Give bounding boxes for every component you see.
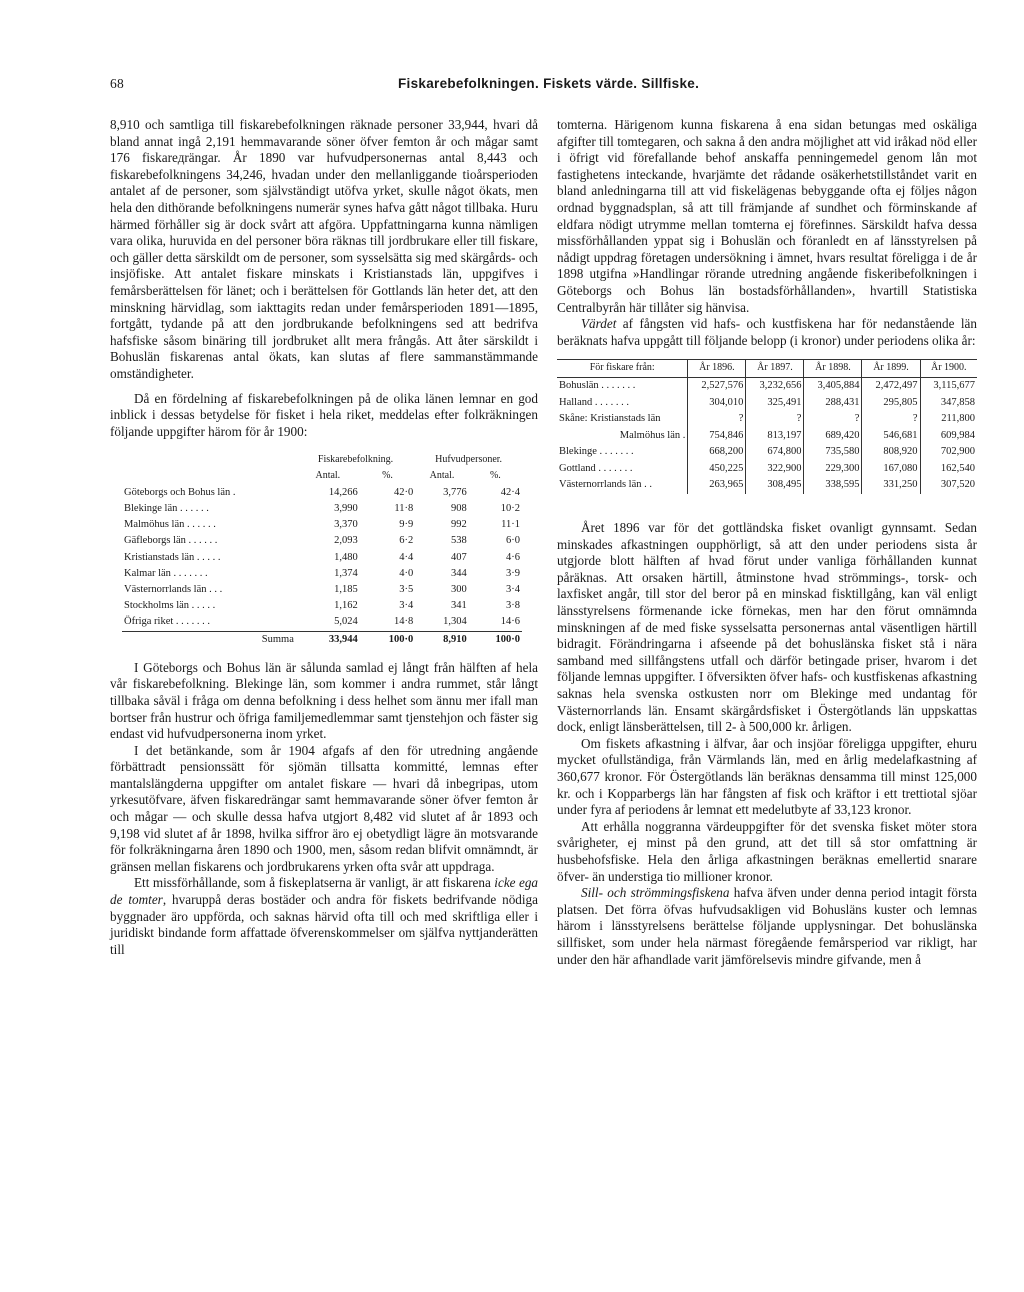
cell: 3,405,884 [804, 377, 862, 394]
text-run: af fångsten vid hafs- och kustfiskena har för nedanstående län beräknats hafva uppgått till följande belopp (i kronor) under periodens olika år: [557, 316, 977, 348]
cell: 2,093 [334, 535, 358, 547]
cell: 211,800 [920, 411, 977, 428]
row-label: Kalmar län . . . . . . . [124, 567, 208, 579]
left-column [110, 117, 538, 958]
cell: 11·1 [501, 519, 520, 531]
row-label: Kristianstads län . . . . . [124, 551, 221, 563]
row-label: Skåne: Kristianstads län [559, 413, 661, 425]
cell: 1,374 [334, 567, 358, 579]
right-column [557, 117, 977, 968]
paragraph: Att erhålla noggranna värdeuppgifter för det svenska fisket möter stora svårigheter, ej minst på den grund, att det till så stor omfattning är husbehofsfiske. Hela den årliga afkastningen beräknas emellertid snarare öfver- än understiga tio millioner kronor. [557, 818, 977, 884]
cell: 304,010 [688, 395, 746, 412]
paragraph: Om fiskets afkastning i älfvar, åar och insjöar föreligga uppgifter, ehuru mycket ofullständiga, från Värmlands län, med en årlig medelafkastning af 360,677 kronor. För Östergötlands län beräknas densamma till minst 125,000 kr. och i Kopparbergs län har fångsten af fisk och kräftor i ett trettiotal sjöar under fyra af periodens år lemnat ett medelutbyte af 33,123 kronor. [557, 735, 977, 818]
cell: 263,965 [688, 477, 746, 494]
paragraph: tomterna. Härigenom kunna fiskarena å ena sidan betungas med oskäliga afgifter till tomtegaren, och sakna å den andra möjlighet att vid iråkad nöd eller i öfrigt vid förefallande behof anskaffa penningemedel genom lån mot fastighetens inteckande, hvarjämte det rådande osäkerhetstillståndet varit en bland anledningarna till att vid fiskelägenas bebyggande ofta ej följes någon ordnad byggnadsplan, så att till främjande af sundhet och förminskande af eldfara nödigt utrymme mellan tomterna ej förefinnes. Särskildt hafva dessa missförhållanden yppat sig i Bohuslän och föranledt en af länsstyrelsen på nådigt uppdrag företagen undersökning i ämnet, hvars resultat föreligga i de år 1898 utgifna »Handlingar rörande utredning angående fiskeribefolkningen i Göteborgs och Bohus län bostadsförhållanden», hvartill Statistiska Centralbyrån här tillåter sig hänvisa. [557, 117, 977, 315]
text-run: , hvaruppå deras bostäder och andra för fiskets bedrifvande nödiga byggnader äro uppförda, och saknas härvid ofta till och med skriftliga eller i juridiskt bindande form affattade öfverenskommelser om själfva nyttjanderätten till [110, 892, 538, 957]
table-row [557, 395, 977, 412]
cell: 674,800 [746, 444, 804, 461]
text-run: hafva äfven under denna period intagit första platsen. Det förra öfvas hufvudsakligen vid Bohusläns kuster och lemnas härom i länsstyrelsens berättelse följande upplysningar. Det bohuslänska sillfisket, som under hela närmast föregående femårsperiod var rikligt, har under den här afhandlade varit jämförelsevis mindre gifvande, men å [557, 885, 977, 967]
row-label: Västernorrlands län . . [559, 479, 653, 491]
cell: 14,266 [328, 486, 358, 498]
row-label: Västernorrlands län . . . [124, 583, 223, 595]
cell: 450,225 [688, 461, 746, 478]
cell: 4·4 [399, 551, 414, 563]
cell: 331,250 [862, 477, 920, 494]
cell: 689,420 [804, 428, 862, 445]
cell: 808,920 [862, 444, 920, 461]
table-row [557, 377, 977, 394]
col-header: År 1896. [688, 360, 746, 378]
col-header-antal: Antal. [429, 470, 455, 482]
cell: 1,304 [443, 616, 467, 628]
row-label: Malmöhus län . [619, 429, 686, 441]
cell: 167,080 [862, 461, 920, 478]
row-label: Bohuslän . . . . . . . [559, 379, 636, 391]
table-row [122, 517, 522, 533]
emphasis: icke ega de tomter [110, 875, 539, 908]
col-header: För fiskare från: [557, 360, 688, 378]
cell: ? [746, 411, 804, 428]
cell: 10·2 [500, 502, 520, 514]
page-number: 68 [110, 76, 125, 91]
cell: 9·9 [399, 519, 414, 531]
cell: 3,115,677 [920, 377, 977, 394]
cell: 407 [451, 551, 467, 563]
cell: 4·0 [399, 567, 414, 579]
col-header: År 1897. [746, 360, 804, 378]
cell: ? [862, 411, 920, 428]
table-row [557, 477, 977, 494]
cell: 288,431 [804, 395, 862, 412]
table-row [557, 411, 977, 428]
cell: 992 [451, 519, 467, 531]
cell: 6·0 [506, 535, 520, 547]
cell: 100·0 [469, 631, 522, 648]
cell: 14·6 [500, 616, 520, 628]
running-title: Fiskarebefolkningen. Fiskets värde. Sillfiske. [398, 76, 700, 91]
paragraph: I Göteborgs och Bohus län är sålunda samlad ej långt från hälften af hela vår fiskarebefolkning. Blekinge län, som kommer i andra rummet, står långt tillbaka såväl i fråga om denna befolkning i dess helhet som ännu mer ifall man bortser från hustrur och öfriga familjemedlemmar samt tjenstehjon och fäster sig endast vid hufvudpersonerna inom yrket. [110, 659, 538, 742]
col-header-antal: Antal. [315, 470, 341, 482]
cell: 308,495 [746, 477, 804, 494]
cell: 100·0 [360, 631, 415, 648]
cell: 295,805 [862, 395, 920, 412]
cell: 42·0 [393, 486, 414, 498]
col-header: År 1900. [920, 360, 977, 378]
cell: 3·5 [399, 583, 414, 595]
cell: 1,162 [334, 600, 358, 612]
cell: 341 [451, 600, 467, 612]
table-row [557, 428, 977, 445]
cell: 4·6 [506, 551, 520, 563]
cell: 11·8 [394, 502, 414, 514]
sum-label: Summa [122, 631, 296, 648]
cell: 6·2 [399, 535, 414, 547]
cell: 2,527,576 [688, 377, 746, 394]
paragraph: Då en fördelning af fiskarebefolkningen på de olika länen lemnar en god inblick i dessas betydelse för fisket i hela riket, meddelas efter folkräkningen följande uppgifter härom för år 1900: [110, 390, 538, 439]
cell: 322,900 [746, 461, 804, 478]
row-label: Gäfleborgs län . . . . . . [124, 535, 218, 547]
cell: 1,185 [334, 583, 358, 595]
paragraph [557, 885, 977, 968]
cell: 3,370 [334, 519, 358, 531]
cell: 3·4 [506, 583, 520, 595]
sum-row [122, 631, 522, 648]
row-label: Göteborgs och Bohus län . [124, 486, 236, 498]
table-row [122, 550, 522, 566]
paragraph [557, 316, 977, 349]
table-row [122, 533, 522, 549]
row-label: Blekinge län . . . . . . [124, 502, 209, 514]
cell: 3·4 [399, 600, 414, 612]
cell: 3,990 [334, 502, 358, 514]
cell: 162,540 [920, 461, 977, 478]
cell: 5,024 [334, 616, 358, 628]
row-label: Malmöhus län . . . . . . [124, 519, 216, 531]
cell: 347,858 [920, 395, 977, 412]
table-row [122, 614, 522, 631]
cell: 668,200 [688, 444, 746, 461]
cell: 702,900 [920, 444, 977, 461]
paragraph: 8,910 och samtliga till fiskarebefolkningen räknade personer 33,944, hvari då bland annat ingå 2,191 hemmavarande söner öfver femton år och mågar samt 176 fiskarедrängar. År 1890 var hufvudpersonernas antal 8,443 och fiskarebefolkningens 34,246, hvadan under den mellanliggande tioårsperioden antalet af de personer, som självständigt utöfva yrket, skulle något ökats, men hela den dithörande befolkningens numerär synes hafva gått något tillbaka. Huru härmed förhåller sig är dock svårt att afgöra. Uppfattningarna kunna nämligen vara olika, huruvida en del personer böra räknas till jordbrukare eller till fiskare, och gäller detta särskildt om de personer, som sysselsätta sig med skärgårds- och insjöfiske. Att antalet fiskare minskats i Kristianstads län, uppgifves i femårsberättelsen för länet; och i berättelsen för Gottlands län heter det, att den minskning härvidlag, som iakttagits redan under femårsperioden 1891—1895, fortgått, tydande på att den jordbrukande befolkningens sed att bedrifva hafsfiske såsom binäring till jordbruket allt mera frångås. Att åter särskildt i Bohuslän fiskarenas antal ökats, kan slutas af flere sammanstämmande omständigheter. [110, 117, 538, 381]
row-label: Gottland . . . . . . . [559, 462, 633, 474]
table-row [122, 566, 522, 582]
cell: 538 [451, 535, 467, 547]
paragraph: Året 1896 var för det gottländska fisket ovanligt gynnsamt. Sedan minskades afkastningen oupphörligt, så att den under periodens sista år utgjorde blott hälften af hvad förut under vanliga förhållanden kunnat påräknas. Att orsaken härtill, åtminstone hvad strömmings-, torsk- och laxfisket angår, till stor del beror på en minskad fisktillgång, kan väl enligt länsstyrelsens förmenande icke förnekas, men har den förut omnämnda minskningen af de med fiske sysselsatta personernas antal väsentligen härtill bidragit. Förändringarna i afseende på det bohuslänska fisket stå i nära samband med sillfångstens utfall och därför betingade priser, hvarom i det följande lemnas uppgifter. I öfversikten öfver hafs- och kustfiskenas afkastning saknas hela svenska ostkusten norr om Blekinge med undantag för Västernorrlands län. Ensamt skärgårdsfisket i Östergötlands län uppskattas dock, enligt länsberättelsen, till 2- à 500,000 kr. årligen. [557, 520, 977, 735]
table-row [122, 598, 522, 614]
cell: 8,910 [415, 631, 469, 648]
col-header-pct: %. [489, 470, 501, 482]
paragraph: I det betänkande, som år 1904 afgafs af den för utredning angående förbättradt pensionssätt för sjömän tillsatta kommitté, lemnas efter mantalslängderna uppgifter om antalet fiskare — hvari då inbegripas, utom yrkesutöfvare, äfven fiskaredrängar samt hemmavarande söner öfver femton år och mågar — och skulle dessa hafva utgjort 8,482 vid slutet af år 1893 och 9,198 vid slutet af år 1898, hvilka siffror äro ej obetydligt lägre än motsvarande för folkräkningarna åren 1890 och 1900, men, såsom redan blifvit omnämndt, är gränsen mellan fiskarens och jordbrukarens yrken ofta svår att uppdraga. [110, 742, 538, 874]
cell: 300 [451, 583, 467, 595]
row-label: Blekinge . . . . . . . [559, 446, 634, 458]
cell: ? [804, 411, 862, 428]
table-row [557, 444, 977, 461]
paragraph [110, 875, 538, 958]
group-header-hufvudpersoner: Hufvudpersoner. [435, 454, 503, 466]
row-label: Halland . . . . . . . [559, 396, 629, 408]
emphasis: Sill- och strömmingsfiskena [581, 885, 730, 901]
cell: 2,472,497 [862, 377, 920, 394]
cell: 813,197 [746, 428, 804, 445]
cell: 3·9 [506, 567, 520, 579]
emphasis: Värdet [581, 316, 617, 332]
value-table [557, 359, 977, 494]
table-row [122, 501, 522, 517]
cell: 735,580 [804, 444, 862, 461]
cell: 3·8 [506, 600, 520, 612]
col-header: År 1898. [804, 360, 862, 378]
text-run: Ett missförhållande, som å fiskeplatserna är vanligt, är att fiskarena [134, 875, 495, 891]
cell: 546,681 [862, 428, 920, 445]
cell: 14·8 [393, 616, 414, 628]
cell: 1,480 [334, 551, 358, 563]
cell: 609,984 [920, 428, 977, 445]
cell: 229,300 [804, 461, 862, 478]
cell: 325,491 [746, 395, 804, 412]
cell: 754,846 [688, 428, 746, 445]
cell: 908 [451, 502, 467, 514]
cell: 344 [451, 567, 467, 579]
row-label: Öfriga riket . . . . . . . [124, 616, 211, 628]
row-label: Stockholms län . . . . . [124, 600, 216, 612]
cell: 3,776 [443, 486, 467, 498]
cell: 3,232,656 [746, 377, 804, 394]
table-row [122, 582, 522, 598]
table-row [122, 485, 522, 501]
cell: 33,944 [296, 631, 360, 648]
col-header-pct: %. [382, 470, 393, 482]
population-table [122, 452, 522, 647]
cell: 42·4 [500, 486, 520, 498]
table-row [557, 461, 977, 478]
cell: ? [688, 411, 746, 428]
col-header: År 1899. [862, 360, 920, 378]
cell: 338,595 [804, 477, 862, 494]
cell: 307,520 [920, 477, 977, 494]
group-header-fiskarebefolkning: Fiskarebefolkning. [317, 454, 394, 466]
